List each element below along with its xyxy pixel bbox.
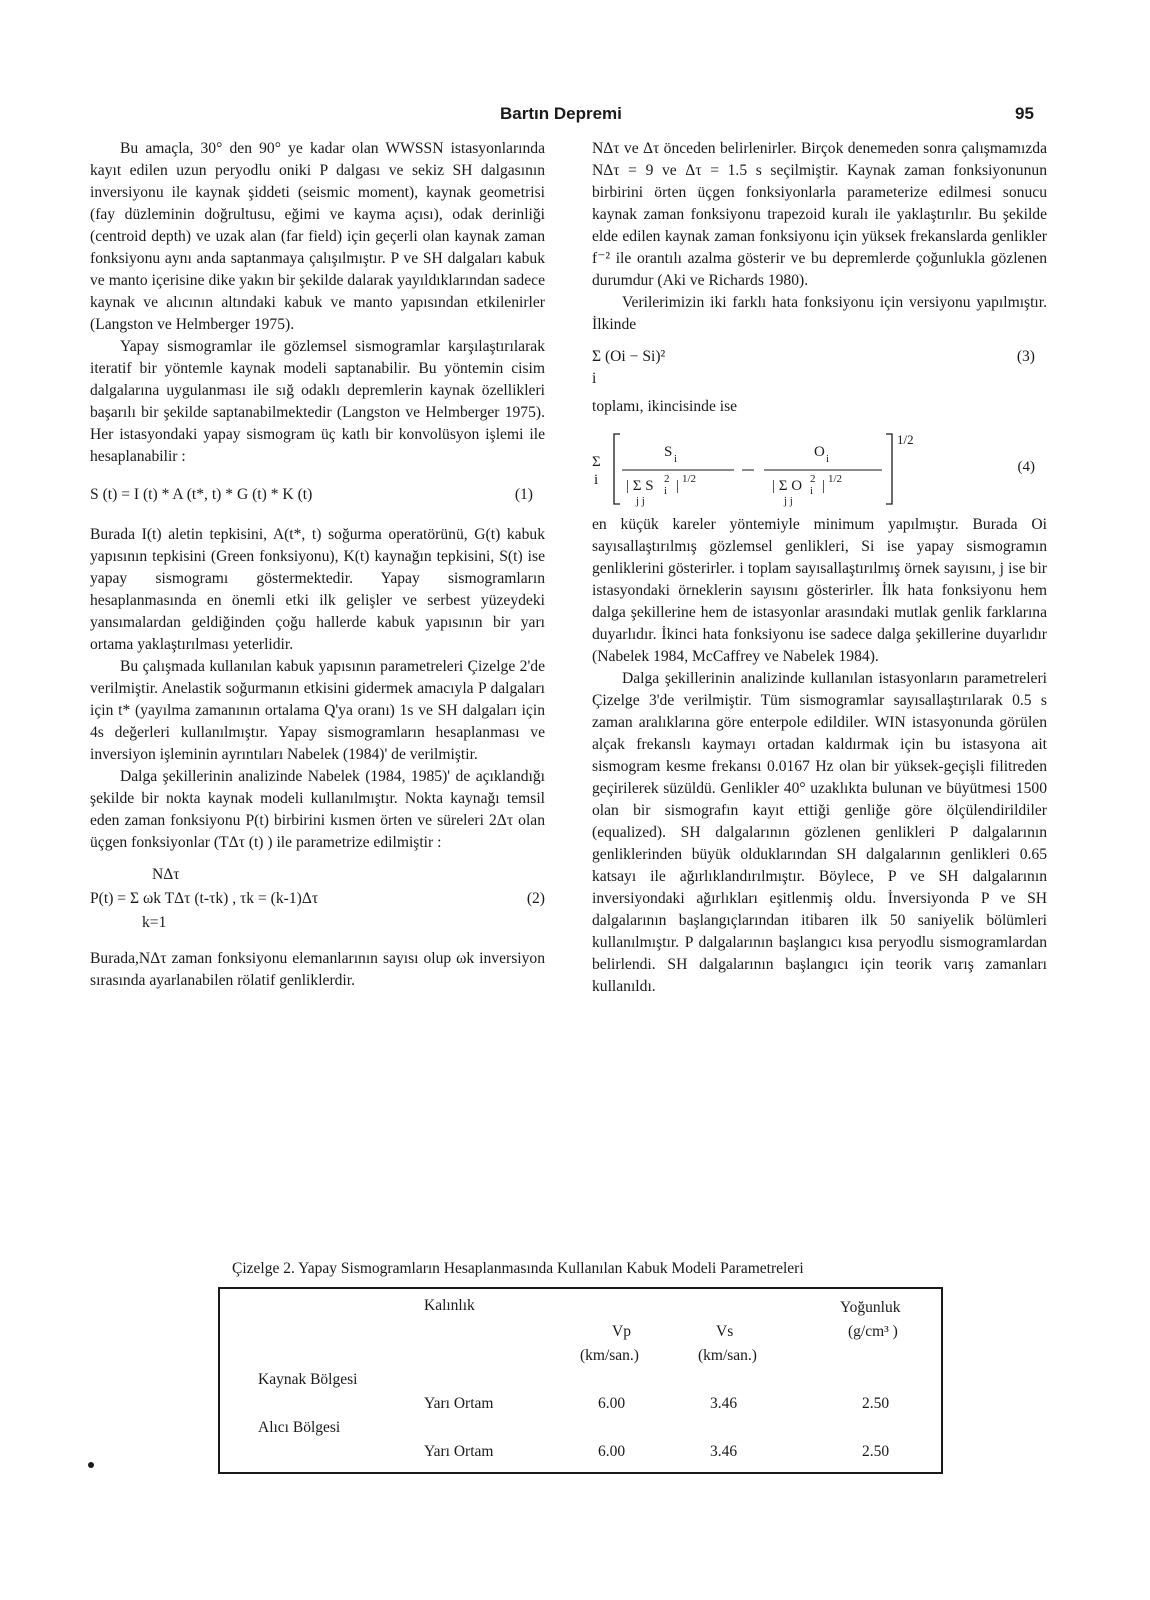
svg-text:i: i: [664, 485, 668, 497]
table-caption: Çizelge 2. Yapay Sismogramların Hesaplanmasında Kullanılan Kabuk Modeli Parametreleri: [232, 1260, 804, 1277]
svg-text:2: 2: [810, 473, 816, 485]
svg-text:j j: j j: [784, 495, 793, 507]
bullet-dot: [88, 1462, 94, 1468]
paragraph: en küçük kareler yöntemiyle minimum yapılmıştır. Burada Oi sayısallaştırılmış gözlemsel genlikleri, Si ise yapay sismogramın genliklerini gösterirler. i toplam sayısallaştırılmış örnek sayısını, j ise bir istasyondaki örneklerin sayısını gösterirler. İlk hata fonksiyonu hem dalga şekillerine hem de istasyonlar arasındaki mutlak genlik farklarına duyarlıdır. İkinci hata fonksiyonu ise sadece dalga şekillerine duyarlıdır (Nabelek 1984, McCaffrey ve Nabelek 1984).: [592, 516, 1047, 665]
parameter-table: [218, 1287, 943, 1474]
svg-text:Σ: Σ: [592, 454, 601, 470]
paragraph: Yapay sismogramlar ile gözlemsel sismogramlar karşılaştırılarak iteratif bir yöntemle kaynak modeli saptanabilir. Bu yöntemin cisim dalgalarına uygulanması ile sığ odaklı depremlerin kaynak özellikleri başarılı bir şekilde saptanabilmektedir (Langston ve Helmberger 1975). Her istasyondaki yapay sismogram üç katlı bir konvolüsyon işlemi ile hesaplanabilir :: [90, 338, 545, 465]
equation-1-number: (1): [514, 486, 533, 503]
equation-4: [592, 426, 1047, 510]
equation-3-number: (3): [1016, 348, 1035, 365]
svg-text:O: O: [814, 444, 825, 460]
svg-text:1/2: 1/2: [897, 432, 914, 447]
equation-4-graphic: [592, 426, 1047, 510]
header-density-unit: (g/cm³ ): [848, 1323, 898, 1340]
svg-text:i: i: [810, 485, 814, 497]
page-number: 95: [1015, 104, 1034, 123]
paragraph: Burada,NΔτ zaman fonksiyonu elemanlarının sayısı olup ωk inversiyon sırasında ayarlanabilen rölatif genliklerdir.: [90, 950, 545, 989]
row-density: 2.50: [862, 1443, 890, 1460]
svg-text:| Σ S: | Σ S: [626, 478, 654, 494]
equation-2-body: P(t) = Σ ωk TΔτ (t-τk) , τk = (k-1)Δτ: [90, 890, 319, 907]
row-vp: 6.00: [598, 1443, 626, 1460]
equation-2: [90, 864, 545, 936]
svg-text:S: S: [664, 444, 673, 460]
row-vp: 6.00: [598, 1395, 626, 1412]
row-thickness: Yarı Ortam: [424, 1395, 494, 1412]
svg-text:i: i: [674, 453, 678, 465]
paragraph: NΔτ ve Δτ önceden belirlenirler. Birçok denemeden sonra çalışmamızda NΔτ = 9 ve Δτ = 1.5 s seçilmiştir. Kaynak zaman fonksiyonunun birbirini örten üçgen fonksiyonlarla parameterize edilmesi sonucu kaynak zaman fonksiyonu trapezoid kuralı ile yaklaştırılır. Bu şekilde elde edilen kaynak zaman fonksiyonu için yüksek frekanslarda genlikler f⁻² ile orantılı azalma gösterir ve bu depremlerde çoğunlukla gözlenen durumdur (Aki ve Richards 1980).: [592, 140, 1047, 289]
svg-text:1/2: 1/2: [682, 473, 697, 485]
equation-3-index: i: [592, 370, 597, 387]
equation-3: [592, 346, 1047, 390]
row-vs: 3.46: [710, 1443, 738, 1460]
paragraph: Dalga şekillerinin analizinde Nabelek (1984, 1985)' de açıklandığı şekilde bir nokta kaynak modeli kullanılmıştır. Nokta kaynağı temsil eden zaman fonksiyonu P(t) birbirini kısmen örten ve süreleri 2Δτ olan üçgen fonksiyonlar (TΔτ (t) ) ile parametrize edilmiştir :: [90, 768, 545, 851]
equation-2-lower-limit: k=1: [142, 914, 167, 931]
row-thickness: Yarı Ortam: [424, 1443, 494, 1460]
left-column: [90, 138, 545, 992]
svg-text:2: 2: [664, 473, 670, 485]
paragraph: toplamı, ikincisinde ise: [592, 398, 738, 415]
header-vp-unit: (km/san.): [580, 1347, 639, 1364]
paragraph: Burada I(t) aletin tepkisini, A(t*, t) soğurma operatörünü, G(t) kabuk yapısının tepkisini (Green fonksiyonu), K(t) kaynağın tepkisini, S(t) ise yapay sismogramı göstermektedir. Yapay sismogramların hesaplanmasında en önemli etki ilk gelişler ve serbest yüzeydeki yansımalardan geldiğinden çoğu hallerde kabuk yapısının bir yarı ortama yaklaştırılması yeterlidir.: [90, 526, 545, 653]
running-title: Bartın Depremi: [500, 104, 622, 123]
paragraph: Bu amaçla, 30° den 90° ye kadar olan WWSSN istasyonlarında kayıt edilen uzun peryodlu oniki P dalgası ve sekiz SH dalgasının inversiyonu ile kaynak şiddeti (seismic moment), kaynak geometrisi (fay düzleminin doğrultusu, eğimi ve kayma açısı), odak derinliği (centroid depth) ve uzak alan (far field) için geçerli olan kaynak zaman fonksiyonu aynı anda saptanmaya çalışılmıştır. P ve SH dalgaları kabuk ve manto içerisine dike yakın bir şekilde dalarak yayıldıklarından sadece kaynak ve alıcının altındaki kabuk ve manto yapısından etkilenirler (Langston ve Helmberger 1975).: [90, 140, 545, 333]
row-region: Kaynak Bölgesi: [258, 1371, 358, 1388]
header-vs: Vs: [716, 1323, 734, 1340]
equation-2-number: (2): [526, 890, 545, 907]
svg-text:j j: j j: [636, 495, 645, 507]
svg-text:1/2: 1/2: [828, 473, 843, 485]
equation-3-line: Σ (Oi − Si)²: [592, 348, 666, 365]
equation-1: [90, 484, 545, 506]
equation-4-number: (4): [1017, 459, 1035, 475]
svg-text:|: |: [822, 478, 826, 494]
header-vs-unit: (km/san.): [698, 1347, 757, 1364]
equation-3-body: [592, 346, 665, 390]
row-vs: 3.46: [710, 1395, 738, 1412]
row-density: 2.50: [862, 1395, 890, 1412]
paragraph: Bu çalışmada kullanılan kabuk yapısının parametreleri Çizelge 2'de verilmiştir. Anelastik soğurmanın etkisini gidermek amacıyla P dalgaları için t* (yayılma zamanının ortalama Q'ya oranı) 1s ve SH dalgaları için 4s değerleri kullanılmıştır. Yapay sismogramların hesaplanması ve inversiyon işleminin ayrıntıları Nabelek (1984)' de verilmiştir.: [90, 658, 545, 763]
paragraph: Verilerimizin iki farklı hata fonksiyonu için versiyonu yapılmıştır. İlkinde: [592, 294, 1047, 333]
svg-text:| Σ O: | Σ O: [772, 478, 803, 494]
header-density: Yoğunluk: [840, 1299, 901, 1316]
header-thickness: Kalınlık: [424, 1297, 475, 1314]
equation-2-upper-limit: NΔτ: [152, 866, 180, 883]
right-column: [592, 138, 1047, 998]
row-region: Alıcı Bölgesi: [258, 1419, 341, 1436]
paragraph: Dalga şekillerinin analizinde kullanılan istasyonların parametreleri Çizelge 3'de verilmiştir. Tüm sismogramlar sayısallaştırılarak 0.5 s zaman aralıklarına göre enterpole edildiler. WIN istasyonunda görülen alçak frekanslı kaymayı ortadan kaldırmak için bu istasyona ait sismogram kesme frekansı 0.0167 Hz olan bir yüksek-geçişli filitreden geçirilerek süzüldü. Genlikler 40° uzaklıkta bulunan ve büyütmesi 1500 olan bir sismografın kayıt ettiği genliğe göre ölçülendirildiler (equalized). SH dalgalarının gözlenen genlikleri P dalgalarının genliklerinden büyük olduklarından SH dalgalarının genlikleri 0.65 katsayı ile ağırlıklandırılmıştır. Böylece, P ve SH dalgalarının inversiyondaki ağırlıkları eşitlenmiş oldu. İnversiyonda P ve SH dalgalarının başlangıçlarından itibaren ilk 50 saniyelik bölümleri kullanılmıştır. P dalgalarının başlangıcı kısa peryodlu sismogramlardan belirlendi. SH dalgalarının başlangıcı için teorik varış zamanları kullanıldı.: [592, 670, 1047, 995]
svg-text:i: i: [594, 472, 599, 488]
svg-text:|: |: [676, 478, 680, 494]
svg-text:i: i: [826, 453, 830, 465]
equation-1-body: S (t) = I (t) * A (t*, t) * G (t) * K (t): [90, 486, 313, 503]
header-vp: Vp: [612, 1323, 631, 1340]
